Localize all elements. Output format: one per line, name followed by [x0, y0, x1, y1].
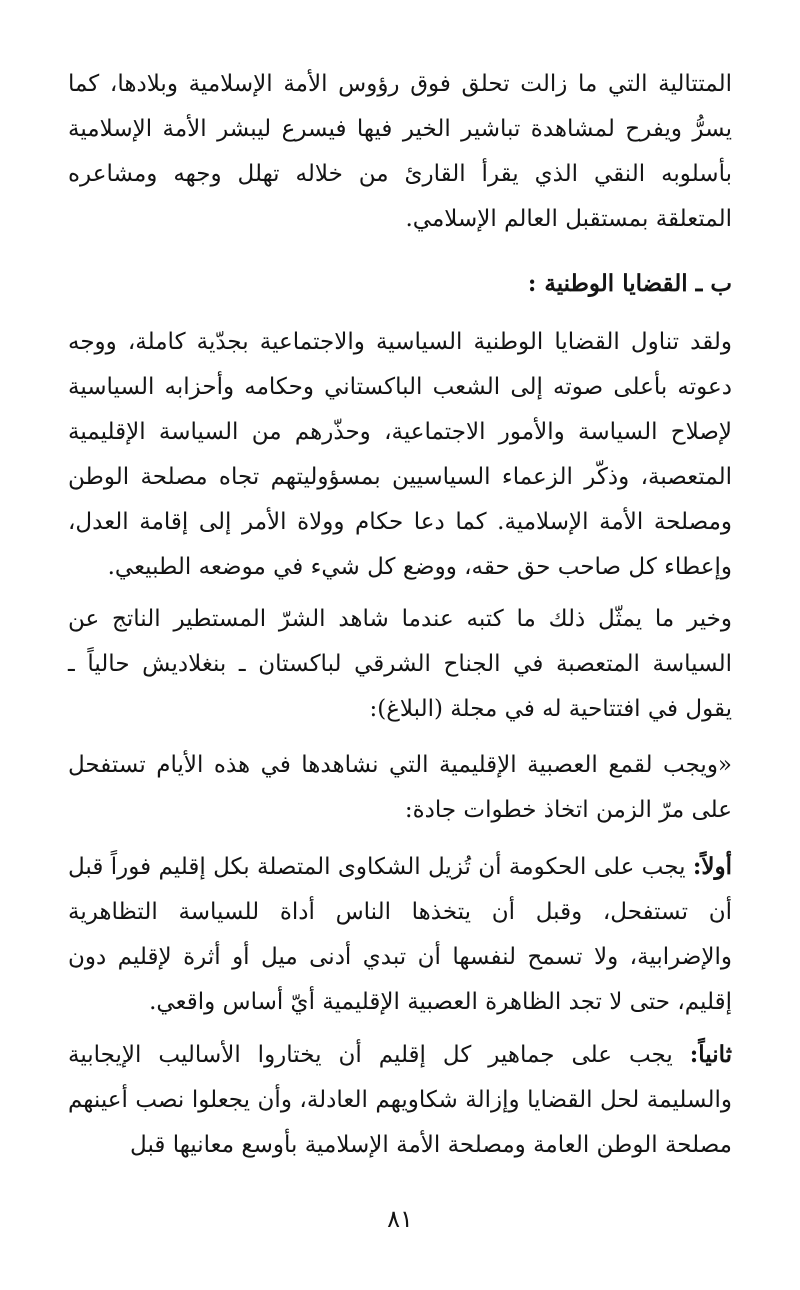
paragraph-second-point — [68, 1032, 732, 1168]
paragraph-national-issues: ولقد تناول القضايا الوطنية السياسية والاجتماعية بجدّية كاملة، ووجه دعوته بأعلى صوته إلى الشعب الباكستاني وحكامه وأحزابه السياسية لإصلاح السياسة والأمور الاجتماعية، وحذّرهم من السياسة الإقليمية المتعصبة، وذكّر الزعماء السياسيين بمسؤوليتهم تجاه مصلحة الوطن ومصلحة الأمة الإسلامية. كما دعا حكام وولاة الأمر إلى إقامة العدل، وإعطاء كل صاحب حق حقه، ووضع كل شيء في موضعه الطبيعي. — [68, 329, 732, 580]
paragraph-first-point — [68, 844, 732, 1025]
first-point-label: أولاً: — [692, 853, 732, 880]
paragraph-continuation: المتتالية التي ما زالت تحلق فوق رؤوس الأمة الإسلامية وبلادها، كما يسرُّ ويفرح لمشاهدة تباشير الخير فيها فيسرع ليبشر الأمة الإسلامية بأسلوبه النقي الذي يقرأ القارئ من خلاله تهلل وجهه ومشاعره المتعلقة بمستقبل العالم الإسلامي. — [68, 71, 732, 232]
paragraph-quote-intro: «ويجب لقمع العصبية الإقليمية التي نشاهدها في هذه الأيام تستفحل على مرّ الزمن اتخاذ خطوات جادة: — [68, 752, 732, 823]
paragraph-example: وخير ما يمثّل ذلك ما كتبه عندما شاهد الشرّ المستطير الناتج عن السياسة المتعصبة في الجناح الشرقي لباكستان ـ بنغلاديش حالياً ـ يقول في افتتاحية له في مجلة (البلاغ): — [68, 606, 732, 722]
page-number: ٨١ — [387, 1205, 413, 1233]
second-point-text: يجب على جماهير كل إقليم أن يختاروا الأساليب الإيجابية والسليمة لحل القضايا وإزالة شكاويهم العادلة، وأن يجعلوا نصب أعينهم مصلحة الوطن العامة ومصلحة الأمة الإسلامية بأوسع معانيها قبل — [68, 1042, 732, 1158]
section-heading: ب ـ القضايا الوطنية : — [527, 270, 732, 297]
first-point-text: يجب على الحكومة أن تُزيل الشكاوى المتصلة بكل إقليم فوراً قبل أن تستفحل، وقبل أن يتخذها الناس أداة للسياسة التظاهرية والإضرابية، ولا تسمح لنفسها أن تبدي أدنى ميل أو أثرة لإقليم دون إقليم، حتى لا تجد الظاهرة العصبية الإقليمية أيّ أساس واقعي. — [68, 854, 732, 1015]
second-point-label: ثانياً: — [689, 1041, 732, 1068]
